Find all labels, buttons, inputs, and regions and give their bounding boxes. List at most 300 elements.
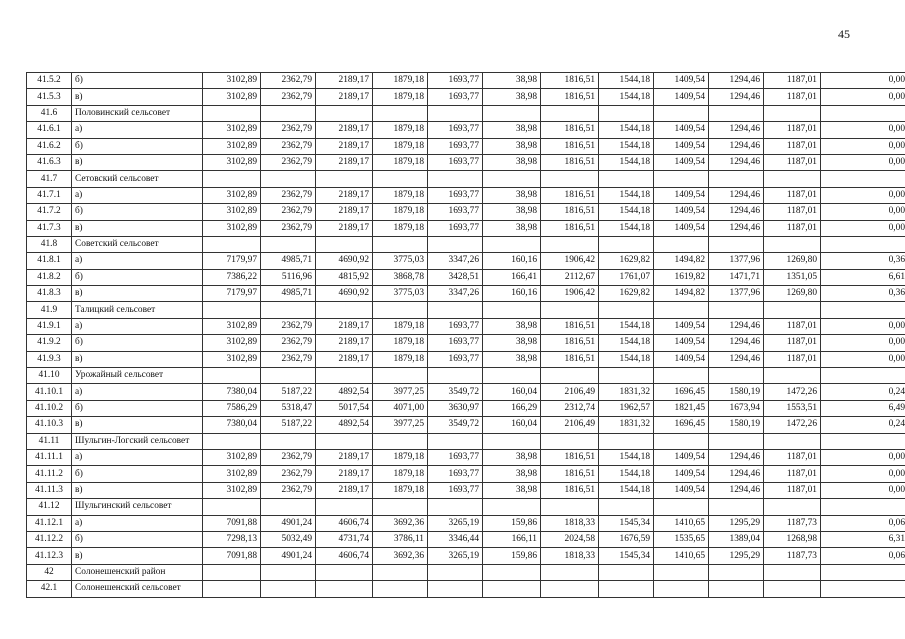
row-label: в): [72, 548, 203, 564]
value-cell: 2362,79: [261, 187, 316, 203]
row-code: 41.6.3: [27, 154, 72, 170]
value-cell: [261, 171, 316, 187]
value-cell: 7179,97: [203, 286, 261, 302]
value-cell: 0,36: [821, 286, 905, 302]
row-code: 41.8.2: [27, 269, 72, 285]
value-cell: [541, 581, 599, 597]
value-cell: 1816,51: [541, 187, 599, 203]
value-cell: 1879,18: [373, 89, 428, 105]
value-cell: 1545,34: [599, 548, 654, 564]
section-row: [27, 105, 905, 121]
value-cell: 3102,89: [203, 466, 261, 482]
value-cell: 38,98: [483, 351, 541, 367]
row-code: 41.7.1: [27, 187, 72, 203]
value-cell: [654, 302, 709, 318]
value-cell: 1693,77: [428, 187, 483, 203]
value-cell: 3549,72: [428, 417, 483, 433]
value-cell: 1693,77: [428, 204, 483, 220]
value-cell: 1879,18: [373, 449, 428, 465]
value-cell: 0,00: [821, 449, 905, 465]
value-cell: 7380,04: [203, 384, 261, 400]
row-code: 41.9: [27, 302, 72, 318]
value-cell: 1294,46: [709, 466, 764, 482]
table-row: [27, 384, 905, 400]
value-cell: [599, 433, 654, 449]
value-cell: [764, 171, 821, 187]
value-cell: 0,24: [821, 417, 905, 433]
value-cell: 1816,51: [541, 449, 599, 465]
value-cell: 1351,05: [764, 269, 821, 285]
value-cell: [654, 236, 709, 252]
value-cell: 1409,54: [654, 351, 709, 367]
value-cell: [203, 433, 261, 449]
section-row: [27, 564, 905, 580]
value-cell: 38,98: [483, 335, 541, 351]
section-name: Половинский сельсовет: [72, 105, 203, 121]
table-row: [27, 269, 905, 285]
value-cell: 1816,51: [541, 220, 599, 236]
value-cell: 1295,29: [709, 515, 764, 531]
value-cell: 1269,80: [764, 253, 821, 269]
value-cell: 1294,46: [709, 122, 764, 138]
value-cell: 38,98: [483, 466, 541, 482]
value-cell: 2362,79: [261, 482, 316, 498]
section-row: [27, 236, 905, 252]
value-cell: 3102,89: [203, 138, 261, 154]
value-cell: 1409,54: [654, 318, 709, 334]
value-cell: 4071,00: [373, 400, 428, 416]
table-row: [27, 400, 905, 416]
table-row: [27, 482, 905, 498]
value-cell: [541, 171, 599, 187]
value-cell: 1629,82: [599, 286, 654, 302]
value-cell: 7091,88: [203, 548, 261, 564]
value-cell: 2362,79: [261, 122, 316, 138]
value-cell: 38,98: [483, 73, 541, 89]
value-cell: 1187,73: [764, 548, 821, 564]
value-cell: 4901,24: [261, 515, 316, 531]
value-cell: 3692,36: [373, 548, 428, 564]
value-cell: 1879,18: [373, 220, 428, 236]
value-cell: [541, 368, 599, 384]
value-cell: [709, 499, 764, 515]
value-cell: [373, 433, 428, 449]
section-name: Урожайный сельсовет: [72, 368, 203, 384]
value-cell: 1831,32: [599, 384, 654, 400]
row-label: б): [72, 73, 203, 89]
row-label: б): [72, 335, 203, 351]
value-cell: 0,06: [821, 548, 905, 564]
value-cell: 1693,77: [428, 73, 483, 89]
value-cell: 3265,19: [428, 548, 483, 564]
value-cell: 1816,51: [541, 482, 599, 498]
value-cell: [764, 236, 821, 252]
value-cell: 1294,46: [709, 204, 764, 220]
value-cell: [821, 302, 905, 318]
value-cell: 1187,73: [764, 515, 821, 531]
row-label: в): [72, 89, 203, 105]
row-code: 41.9.3: [27, 351, 72, 367]
value-cell: [483, 581, 541, 597]
value-cell: 3102,89: [203, 187, 261, 203]
value-cell: 1544,18: [599, 187, 654, 203]
row-code: 41.11: [27, 433, 72, 449]
value-cell: 1544,18: [599, 318, 654, 334]
value-cell: 1471,71: [709, 269, 764, 285]
value-cell: 1816,51: [541, 154, 599, 170]
value-cell: 2189,17: [316, 73, 373, 89]
value-cell: [764, 302, 821, 318]
value-cell: 1821,45: [654, 400, 709, 416]
table-row: [27, 515, 905, 531]
value-cell: 38,98: [483, 482, 541, 498]
row-code: 41.12: [27, 499, 72, 515]
value-cell: [483, 433, 541, 449]
value-cell: [599, 564, 654, 580]
value-cell: [373, 105, 428, 121]
value-cell: [373, 581, 428, 597]
value-cell: 5017,54: [316, 400, 373, 416]
value-cell: [203, 171, 261, 187]
tariff-table: [26, 72, 905, 598]
section-row: [27, 499, 905, 515]
value-cell: 2362,79: [261, 318, 316, 334]
value-cell: 1879,18: [373, 138, 428, 154]
value-cell: 1410,65: [654, 515, 709, 531]
value-cell: 7298,13: [203, 531, 261, 547]
value-cell: 1409,54: [654, 335, 709, 351]
value-cell: [821, 499, 905, 515]
value-cell: 2362,79: [261, 204, 316, 220]
row-code: 41.6.2: [27, 138, 72, 154]
value-cell: 2189,17: [316, 466, 373, 482]
value-cell: 1818,33: [541, 548, 599, 564]
value-cell: 2362,79: [261, 154, 316, 170]
value-cell: 2362,79: [261, 449, 316, 465]
value-cell: [203, 581, 261, 597]
value-cell: 1816,51: [541, 73, 599, 89]
value-cell: [261, 433, 316, 449]
row-label: б): [72, 138, 203, 154]
value-cell: 3102,89: [203, 154, 261, 170]
value-cell: [821, 171, 905, 187]
value-cell: [203, 564, 261, 580]
row-code: 41.12.1: [27, 515, 72, 531]
value-cell: [373, 499, 428, 515]
value-cell: 38,98: [483, 154, 541, 170]
value-cell: 4901,24: [261, 548, 316, 564]
value-cell: 160,04: [483, 417, 541, 433]
value-cell: 1879,18: [373, 351, 428, 367]
value-cell: 3102,89: [203, 318, 261, 334]
value-cell: 4690,92: [316, 253, 373, 269]
value-cell: 1544,18: [599, 220, 654, 236]
value-cell: 1294,46: [709, 318, 764, 334]
value-cell: 1761,07: [599, 269, 654, 285]
value-cell: 1544,18: [599, 482, 654, 498]
value-cell: 1409,54: [654, 204, 709, 220]
row-label: б): [72, 466, 203, 482]
table-row: [27, 89, 905, 105]
row-code: 41.9.2: [27, 335, 72, 351]
value-cell: 160,04: [483, 384, 541, 400]
table-row: [27, 154, 905, 170]
value-cell: 1831,32: [599, 417, 654, 433]
row-code: 41.6.1: [27, 122, 72, 138]
value-cell: [654, 499, 709, 515]
value-cell: 4985,71: [261, 286, 316, 302]
row-code: 41.10.3: [27, 417, 72, 433]
row-code: 41.11.2: [27, 466, 72, 482]
value-cell: 2189,17: [316, 318, 373, 334]
value-cell: 3775,03: [373, 253, 428, 269]
table-row: [27, 531, 905, 547]
value-cell: 6,61: [821, 269, 905, 285]
value-cell: [599, 581, 654, 597]
value-cell: 1693,77: [428, 138, 483, 154]
value-cell: 0,36: [821, 253, 905, 269]
value-cell: [428, 236, 483, 252]
section-row: [27, 368, 905, 384]
value-cell: 2362,79: [261, 73, 316, 89]
value-cell: 1693,77: [428, 449, 483, 465]
value-cell: 1544,18: [599, 89, 654, 105]
value-cell: 3347,26: [428, 286, 483, 302]
value-cell: 1187,01: [764, 204, 821, 220]
value-cell: 1294,46: [709, 351, 764, 367]
value-cell: 1879,18: [373, 482, 428, 498]
value-cell: 1693,77: [428, 335, 483, 351]
value-cell: 1187,01: [764, 449, 821, 465]
value-cell: 3347,26: [428, 253, 483, 269]
value-cell: [821, 236, 905, 252]
value-cell: 1544,18: [599, 351, 654, 367]
value-cell: 38,98: [483, 138, 541, 154]
value-cell: 0,00: [821, 187, 905, 203]
value-cell: [599, 171, 654, 187]
value-cell: [316, 499, 373, 515]
row-label: а): [72, 384, 203, 400]
value-cell: 1187,01: [764, 154, 821, 170]
value-cell: [316, 105, 373, 121]
value-cell: 2189,17: [316, 204, 373, 220]
row-code: 41.7.3: [27, 220, 72, 236]
row-label: в): [72, 220, 203, 236]
value-cell: 4606,74: [316, 548, 373, 564]
row-label: в): [72, 154, 203, 170]
value-cell: 1377,96: [709, 253, 764, 269]
row-label: а): [72, 515, 203, 531]
value-cell: [483, 499, 541, 515]
table-row: [27, 253, 905, 269]
value-cell: 2112,67: [541, 269, 599, 285]
row-code: 41.11.1: [27, 449, 72, 465]
value-cell: [654, 171, 709, 187]
value-cell: 1494,82: [654, 286, 709, 302]
row-code: 41.7.2: [27, 204, 72, 220]
value-cell: 2312,74: [541, 400, 599, 416]
value-cell: 1389,04: [709, 531, 764, 547]
value-cell: 3346,44: [428, 531, 483, 547]
value-cell: [709, 236, 764, 252]
row-label: а): [72, 253, 203, 269]
value-cell: 166,41: [483, 269, 541, 285]
table-row: [27, 548, 905, 564]
value-cell: 1294,46: [709, 89, 764, 105]
value-cell: 5116,96: [261, 269, 316, 285]
value-cell: [709, 302, 764, 318]
value-cell: 0,00: [821, 138, 905, 154]
value-cell: 1693,77: [428, 220, 483, 236]
row-code: 41.10.2: [27, 400, 72, 416]
value-cell: 5187,22: [261, 384, 316, 400]
value-cell: 1187,01: [764, 335, 821, 351]
row-label: б): [72, 531, 203, 547]
value-cell: 3775,03: [373, 286, 428, 302]
value-cell: [316, 236, 373, 252]
value-cell: 5318,47: [261, 400, 316, 416]
row-label: а): [72, 122, 203, 138]
value-cell: 1693,77: [428, 122, 483, 138]
value-cell: [316, 302, 373, 318]
value-cell: 1544,18: [599, 138, 654, 154]
value-cell: [764, 433, 821, 449]
value-cell: 1816,51: [541, 89, 599, 105]
value-cell: [483, 236, 541, 252]
value-cell: [428, 433, 483, 449]
section-name: Солонешенский сельсовет: [72, 581, 203, 597]
section-row: [27, 581, 905, 597]
value-cell: 1544,18: [599, 154, 654, 170]
value-cell: 1544,18: [599, 204, 654, 220]
value-cell: 1294,46: [709, 73, 764, 89]
value-cell: [428, 302, 483, 318]
value-cell: 2189,17: [316, 122, 373, 138]
row-code: 41.9.1: [27, 318, 72, 334]
section-row: [27, 171, 905, 187]
value-cell: 1187,01: [764, 220, 821, 236]
value-cell: 1187,01: [764, 466, 821, 482]
value-cell: [821, 564, 905, 580]
value-cell: 2189,17: [316, 187, 373, 203]
value-cell: 1472,26: [764, 384, 821, 400]
value-cell: [428, 564, 483, 580]
value-cell: 1294,46: [709, 154, 764, 170]
value-cell: 4731,74: [316, 531, 373, 547]
value-cell: 160,16: [483, 286, 541, 302]
value-cell: [654, 581, 709, 597]
value-cell: 2362,79: [261, 466, 316, 482]
value-cell: [316, 368, 373, 384]
value-cell: 1553,51: [764, 400, 821, 416]
value-cell: 2362,79: [261, 351, 316, 367]
row-code: 42.1: [27, 581, 72, 597]
value-cell: 0,00: [821, 335, 905, 351]
value-cell: 166,11: [483, 531, 541, 547]
table-row: [27, 122, 905, 138]
value-cell: 3428,51: [428, 269, 483, 285]
value-cell: 0,00: [821, 351, 905, 367]
value-cell: 1472,26: [764, 417, 821, 433]
value-cell: [541, 564, 599, 580]
value-cell: 1294,46: [709, 138, 764, 154]
table-row: [27, 138, 905, 154]
value-cell: 1377,96: [709, 286, 764, 302]
value-cell: 1676,59: [599, 531, 654, 547]
value-cell: 1816,51: [541, 318, 599, 334]
section-name: Талицкий сельсовет: [72, 302, 203, 318]
row-label: б): [72, 269, 203, 285]
value-cell: 1544,18: [599, 335, 654, 351]
value-cell: 0,24: [821, 384, 905, 400]
value-cell: 1544,18: [599, 466, 654, 482]
value-cell: [599, 302, 654, 318]
value-cell: [203, 236, 261, 252]
value-cell: 1962,57: [599, 400, 654, 416]
value-cell: 1693,77: [428, 89, 483, 105]
value-cell: 1879,18: [373, 318, 428, 334]
value-cell: [316, 581, 373, 597]
section-name: Сетовский сельсовет: [72, 171, 203, 187]
value-cell: 1187,01: [764, 318, 821, 334]
value-cell: [764, 105, 821, 121]
value-cell: 1409,54: [654, 154, 709, 170]
value-cell: 1879,18: [373, 204, 428, 220]
value-cell: 2106,49: [541, 384, 599, 400]
value-cell: 2189,17: [316, 335, 373, 351]
row-code: 41.11.3: [27, 482, 72, 498]
value-cell: [261, 105, 316, 121]
value-cell: [541, 499, 599, 515]
value-cell: 38,98: [483, 220, 541, 236]
table-row: [27, 286, 905, 302]
value-cell: 4815,92: [316, 269, 373, 285]
value-cell: 1879,18: [373, 122, 428, 138]
row-label: в): [72, 286, 203, 302]
value-cell: 1544,18: [599, 73, 654, 89]
value-cell: 2189,17: [316, 351, 373, 367]
value-cell: 1187,01: [764, 73, 821, 89]
value-cell: 38,98: [483, 122, 541, 138]
row-code: 41.10.1: [27, 384, 72, 400]
row-code: 41.10: [27, 368, 72, 384]
value-cell: [599, 499, 654, 515]
value-cell: 1693,77: [428, 351, 483, 367]
value-cell: 1409,54: [654, 89, 709, 105]
value-cell: [599, 368, 654, 384]
value-cell: 7179,97: [203, 253, 261, 269]
value-cell: 1879,18: [373, 466, 428, 482]
value-cell: [428, 581, 483, 597]
value-cell: 1294,46: [709, 220, 764, 236]
value-cell: [316, 433, 373, 449]
value-cell: 38,98: [483, 318, 541, 334]
value-cell: 1816,51: [541, 351, 599, 367]
value-cell: [654, 433, 709, 449]
row-label: б): [72, 400, 203, 416]
value-cell: [483, 368, 541, 384]
row-code: 41.8.3: [27, 286, 72, 302]
value-cell: 3102,89: [203, 351, 261, 367]
value-cell: 1409,54: [654, 73, 709, 89]
value-cell: [541, 302, 599, 318]
value-cell: 3977,25: [373, 384, 428, 400]
value-cell: [821, 581, 905, 597]
section-name: Шульгин-Логский сельсовет: [72, 433, 203, 449]
value-cell: [654, 105, 709, 121]
section-row: [27, 302, 905, 318]
value-cell: [261, 368, 316, 384]
